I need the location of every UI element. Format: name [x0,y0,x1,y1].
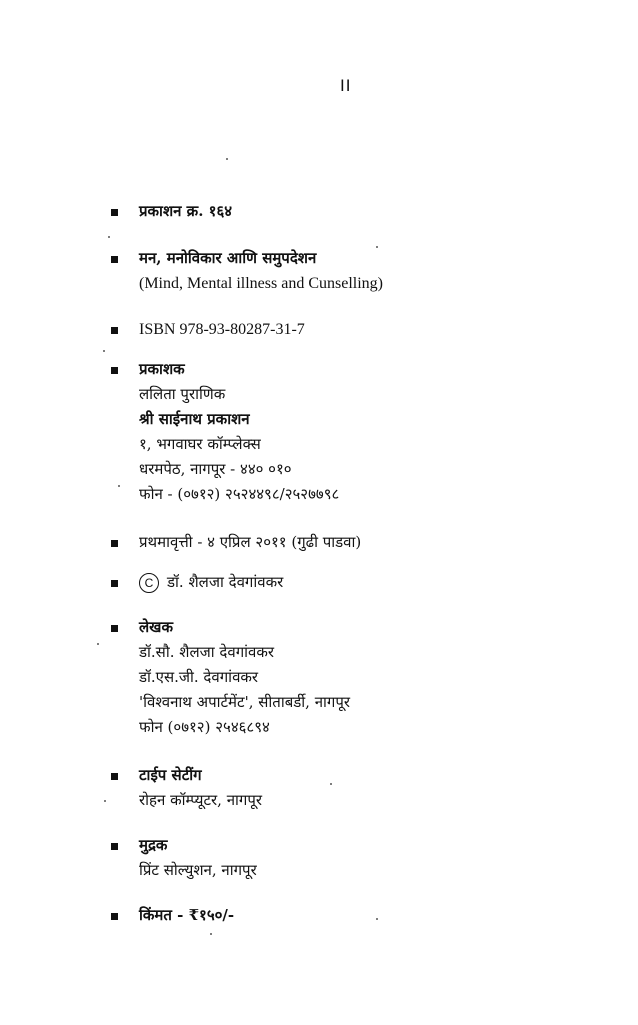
first-edition: प्रथमावृत्ती - ४ एप्रिल २०११ (गुढी पाडवा) [139,533,362,551]
printer-heading: मुद्रक [139,836,168,854]
publication-number: प्रकाशन क्र. १६४ [139,202,233,220]
publisher-address-1: १, भगवाघर कॉम्प्लेक्स [139,435,261,453]
bullet-icon [111,913,118,920]
book-title-english: (Mind, Mental illness and Cunselling) [139,275,383,292]
scan-speck [108,236,110,238]
typesetter-name: रोहन कॉम्प्यूटर, नागपूर [139,791,263,809]
author-name-2: डॉ.एस.जी. देवगांवकर [139,668,259,686]
scan-speck [97,643,99,645]
scan-speck [103,350,105,352]
author-name-1: डॉ.सौ. शैलजा देवगांवकर [139,643,275,661]
bullet-icon [111,580,118,587]
scan-speck [210,933,212,935]
bullet-icon [111,540,118,547]
bullet-icon [111,843,118,850]
publisher-phone: फोन - (०७१२) २५२४४९८/२५२७७९८ [139,485,340,503]
bullet-icon [111,367,118,374]
price: किंमत - ₹१५०/- [139,906,235,924]
page-number: II [340,76,352,95]
bullet-icon [111,625,118,632]
copyright-icon: C [139,573,159,593]
book-title-marathi: मन, मनोविकार आणि समुपदेशन [139,249,317,267]
author-address: 'विश्वनाथ अपार्टमेंट', सीताबर्डी, नागपूर [139,693,351,711]
bullet-icon [111,256,118,263]
publisher-name: ललिता पुराणिक [139,385,226,403]
bullet-icon [111,773,118,780]
printer-name: प्रिंट सोल्युशन, नागपूर [139,861,257,879]
scan-speck [226,158,228,160]
typesetting-heading: टाईप सेटींग [139,766,202,784]
publishing-house: श्री साईनाथ प्रकाशन [139,410,250,428]
scan-speck [376,918,378,920]
bullet-icon [111,327,118,334]
publisher-heading: प्रकाशक [139,360,185,378]
scan-speck [104,800,106,802]
author-heading: लेखक [139,618,173,636]
scan-speck [330,783,332,785]
publisher-address-2: धरमपेठ, नागपूर - ४४० ०१० [139,460,292,478]
bullet-icon [111,209,118,216]
isbn: ISBN 978-93-80287-31-7 [139,321,305,338]
author-phone: फोन (०७१२) २५४६८९४ [139,718,270,736]
scan-speck [118,485,120,487]
scan-speck [376,246,378,248]
copyright-holder: डॉ. शैलजा देवगांवकर [167,573,284,591]
